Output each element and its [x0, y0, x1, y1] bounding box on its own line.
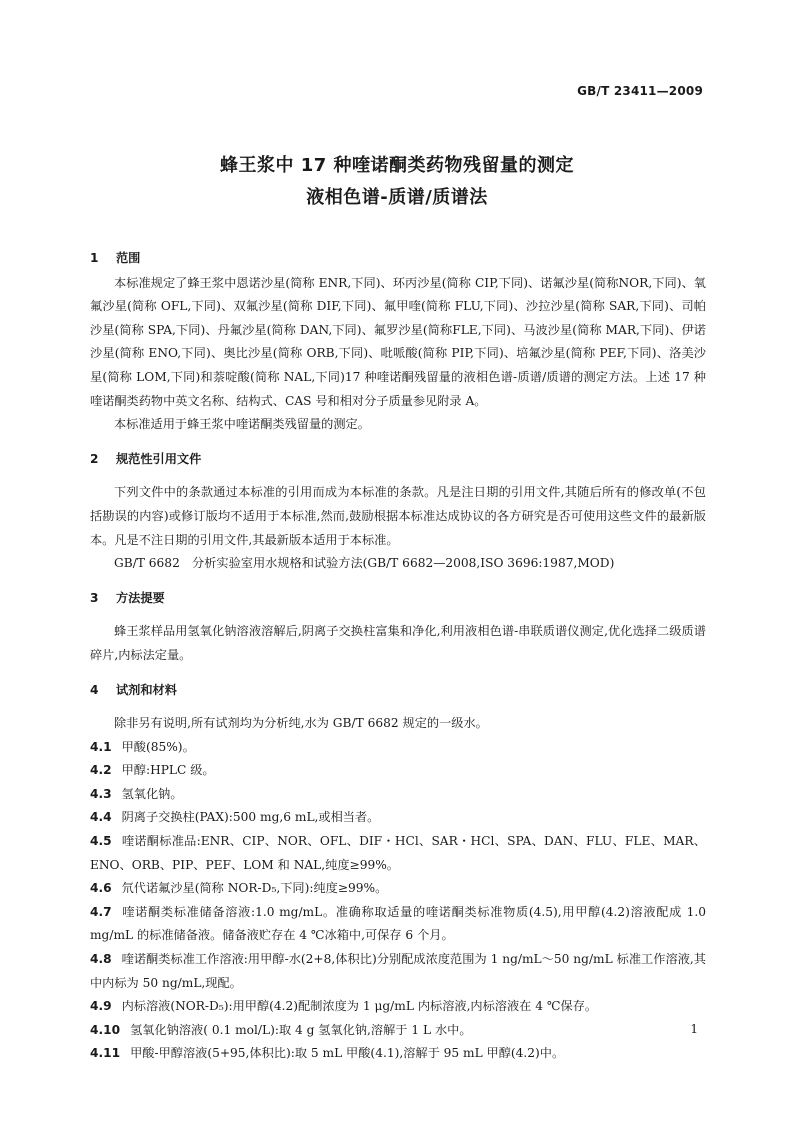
section-heading: 1 范围 — [90, 251, 141, 265]
document-subtitle: 液相色谱-质谱/质谱法 — [306, 187, 488, 208]
page-number: 1 — [690, 1022, 698, 1036]
section-heading: 4 试剂和材料 — [90, 682, 177, 697]
standard-number: GB/T 23411—2009 — [577, 84, 703, 98]
paragraph: 除非另有说明,所有试剂均为分析纯,水为 GB/T 6682 规定的一级水。 — [114, 716, 488, 731]
section-heading: 3 方法提要 — [90, 590, 165, 605]
list-item: 4.7 喹诺酮类标准储备溶液:1.0 mg/mL。准确称取适量的喹诺酮类标准物质(4.5),用甲醇(4.2)溶液配成 1.0 mg/mL 的标准储备液。储备液贮存在 4 ℃冰箱中,可保存 6 个月。 — [90, 904, 706, 943]
list-item: 4.1 甲酸(85%)。 — [90, 739, 195, 754]
paragraph: 本标准适用于蜂王浆中喹诺酮类残留量的测定。 — [114, 417, 370, 432]
list-item: 4.10 氢氧化钠溶液( 0.1 mol/L):取 4 g 氢氧化钠,溶解于 1 L 水中。 — [90, 1022, 472, 1037]
list-item: 4.5 喹诺酮标准品:ENR、CIP、NOR、OFL、DIF・HCl、SAR・HCl、SPA、DAN、FLU、FLE、MAR、ENO、ORB、PIP、PEF、LOM 和 NAL,纯度≥99%。 — [90, 834, 706, 872]
list-item: 4.4 阴离子交换柱(PAX):500 mg,6 mL,或相当者。 — [90, 810, 380, 825]
normative-reference: GB/T 6682 分析实验室用水规格和试验方法(GB/T 6682—2008,ISO 3696:1987,MOD) — [114, 556, 615, 571]
document-title: 蜂王浆中 17 种喹诺酮类药物残留量的测定 — [219, 155, 575, 176]
list-item: 4.9 内标溶液(NOR-D₅):用甲醇(4.2)配制浓度为 1 μg/mL 内标溶液,内标溶液在 4 ℃保存。 — [90, 999, 598, 1014]
document-body — [90, 247, 706, 1066]
list-item: 4.8 喹诺酮类标准工作溶液:用甲醇-水(2+8,体积比)分别配成浓度范围为 1 ng/mL～50 ng/mL 标准工作溶液,其中内标为 50 ng/mL,现配。 — [90, 952, 706, 990]
paragraph: 下列文件中的条款通过本标准的引用而成为本标准的条款。凡是注日期的引用文件,其随后所有的修改单(不包括勘误的内容)或修订版均不适用于本标准,然而,鼓励根据本标准达成协议的各方研究是否可使用这些文件的最新版本。凡是不注日期的引用文件,其最新版本适用于本标准。 — [90, 485, 706, 547]
list-item: 4.2 甲醇:HPLC 级。 — [90, 763, 215, 778]
list-item: 4.6 氘代诺氟沙星(简称 NOR-D₅,下同):纯度≥99%。 — [90, 881, 388, 896]
section-heading: 2 规范性引用文件 — [90, 451, 202, 466]
list-item: 4.11 甲酸-甲醇溶液(5+95,体积比):取 5 mL 甲酸(4.1),溶解于 95 mL 甲醇(4.2)中。 — [90, 1046, 565, 1061]
list-item: 4.3 氢氧化钠。 — [90, 786, 183, 801]
paragraph: 蜂王浆样品用氢氧化钠溶液溶解后,阴离子交换柱富集和净化,利用液相色谱-串联质谱仪测定,优化选择二级质谱碎片,内标法定量。 — [90, 624, 706, 662]
paragraph: 本标准规定了蜂王浆中恩诺沙星(简称 ENR,下同)、环丙沙星(简称 CIP,下同)、诺氟沙星(简称NOR,下同)、氧氟沙星(简称 OFL,下同)、双氟沙星(简称 DIF,下同)、氟甲喹(简称 FLU,下同)、沙拉沙星(简称 SAR,下同)、司帕沙星(简称 SPA,下同)、丹氟沙星(简称 DAN,下同)、氟罗沙星(简称FLE,下同)、马波沙星(简称 MAR,下同)、伊诺沙星(简称 ENO,下同)、奥比沙星(简称 ORB,下同)、吡哌酸(简称 PIP,下同)、培氟沙星(简称 PEF,下同)、洛美沙星(简称 LOM,下同)和萘啶酸(简称 NAL,下同)17 种喹诺酮残留量的液相色谱-质谱/质谱的测定方法。上述 17 种喹诺酮类药物中英文名称、结构式、CAS 号和相对分子质量参见附录 A。 — [90, 275, 706, 408]
